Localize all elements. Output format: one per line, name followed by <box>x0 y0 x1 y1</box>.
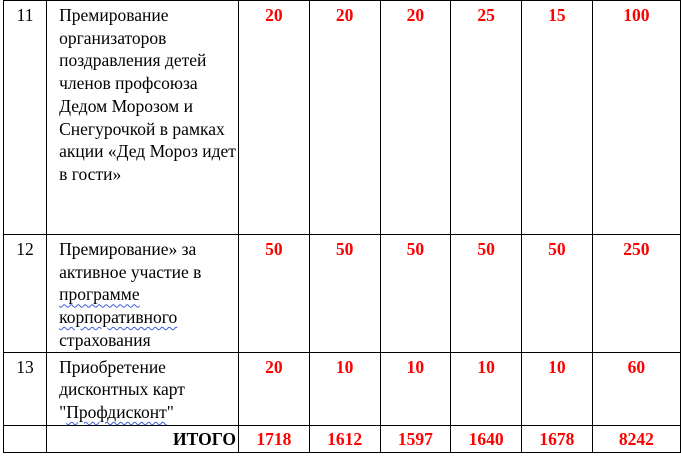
row-name <box>59 235 236 352</box>
total-cell <box>592 1 680 235</box>
value-text: 50 <box>265 239 283 259</box>
value-text: 50 <box>335 239 354 259</box>
value-cell <box>380 1 451 235</box>
row-number: 13 <box>16 356 34 377</box>
spellcheck-flagged-text: программе корпоративного <box>59 284 178 328</box>
value-text: 10 <box>335 356 354 377</box>
value-cell <box>522 235 593 353</box>
value-cell <box>239 235 310 353</box>
row-number-cell <box>4 352 47 425</box>
value-text: 10 <box>406 356 425 377</box>
table-row <box>4 235 681 353</box>
summary-value-cell <box>380 425 451 452</box>
summary-label: ИТОГО <box>173 428 237 449</box>
budget-table <box>3 0 681 453</box>
summary-value: 1612 <box>327 428 363 449</box>
summary-value-cell <box>522 425 593 452</box>
summary-value-cell <box>239 425 310 452</box>
summary-value-cell <box>451 425 522 452</box>
table-body <box>4 1 681 453</box>
row-number-cell <box>4 1 47 235</box>
value-cell <box>522 352 593 425</box>
total-cell <box>592 352 680 425</box>
total-text: 100 <box>623 5 650 25</box>
row-name-part: Премирование» за активное участие в <box>59 239 202 282</box>
value-cell <box>451 1 522 235</box>
summary-total: 8242 <box>618 428 654 449</box>
value-cell <box>380 235 451 353</box>
value-cell <box>239 352 310 425</box>
total-text: 250 <box>623 239 650 259</box>
value-text: 20 <box>406 5 425 25</box>
value-text: 50 <box>548 239 566 259</box>
summary-empty-cell <box>4 425 47 452</box>
value-cell <box>239 1 310 235</box>
row-name-part: " <box>166 401 174 422</box>
value-cell <box>309 235 380 353</box>
summary-value: 1597 <box>397 428 433 449</box>
summary-label-cell <box>47 425 239 452</box>
value-text: 20 <box>265 5 283 25</box>
value-cell <box>309 1 380 235</box>
value-cell <box>309 352 380 425</box>
value-text: 10 <box>477 356 495 377</box>
value-text: 50 <box>477 239 495 259</box>
summary-row <box>4 425 681 452</box>
value-text: 50 <box>406 239 425 259</box>
value-text: 15 <box>548 5 566 25</box>
summary-value: 1640 <box>468 428 504 449</box>
value-cell <box>451 352 522 425</box>
table-row <box>4 352 681 425</box>
value-text: 20 <box>335 5 354 25</box>
row-name <box>59 1 236 186</box>
row-number: 11 <box>16 5 34 25</box>
row-name-part: Приобретение дисконтных карт " <box>59 356 185 422</box>
total-cell <box>592 235 680 353</box>
row-name-part: Премирование организаторов поздравления детей членов профсоюза Дедом Морозом и Снегурочкой в рамках акции «Дед Мороз идет в гости» <box>59 5 236 184</box>
total-text: 60 <box>627 356 646 377</box>
row-name-cell <box>47 235 239 353</box>
value-text: 10 <box>548 356 566 377</box>
row-name-cell <box>47 352 239 425</box>
value-text: 25 <box>477 5 495 25</box>
summary-value: 1718 <box>256 428 292 449</box>
value-text: 20 <box>265 356 283 377</box>
row-name-cell <box>47 1 239 235</box>
value-cell <box>451 235 522 353</box>
row-number-cell <box>4 235 47 353</box>
summary-value-cell <box>309 425 380 452</box>
spellcheck-flagged-text: Профдисконт <box>66 401 167 422</box>
summary-value: 1678 <box>539 428 575 449</box>
value-cell <box>522 1 593 235</box>
summary-total-cell <box>592 425 680 452</box>
row-number: 12 <box>16 239 34 259</box>
value-cell <box>380 352 451 425</box>
row-name-part: страхования <box>59 329 151 350</box>
row-name <box>59 353 236 424</box>
table-row <box>4 1 681 235</box>
